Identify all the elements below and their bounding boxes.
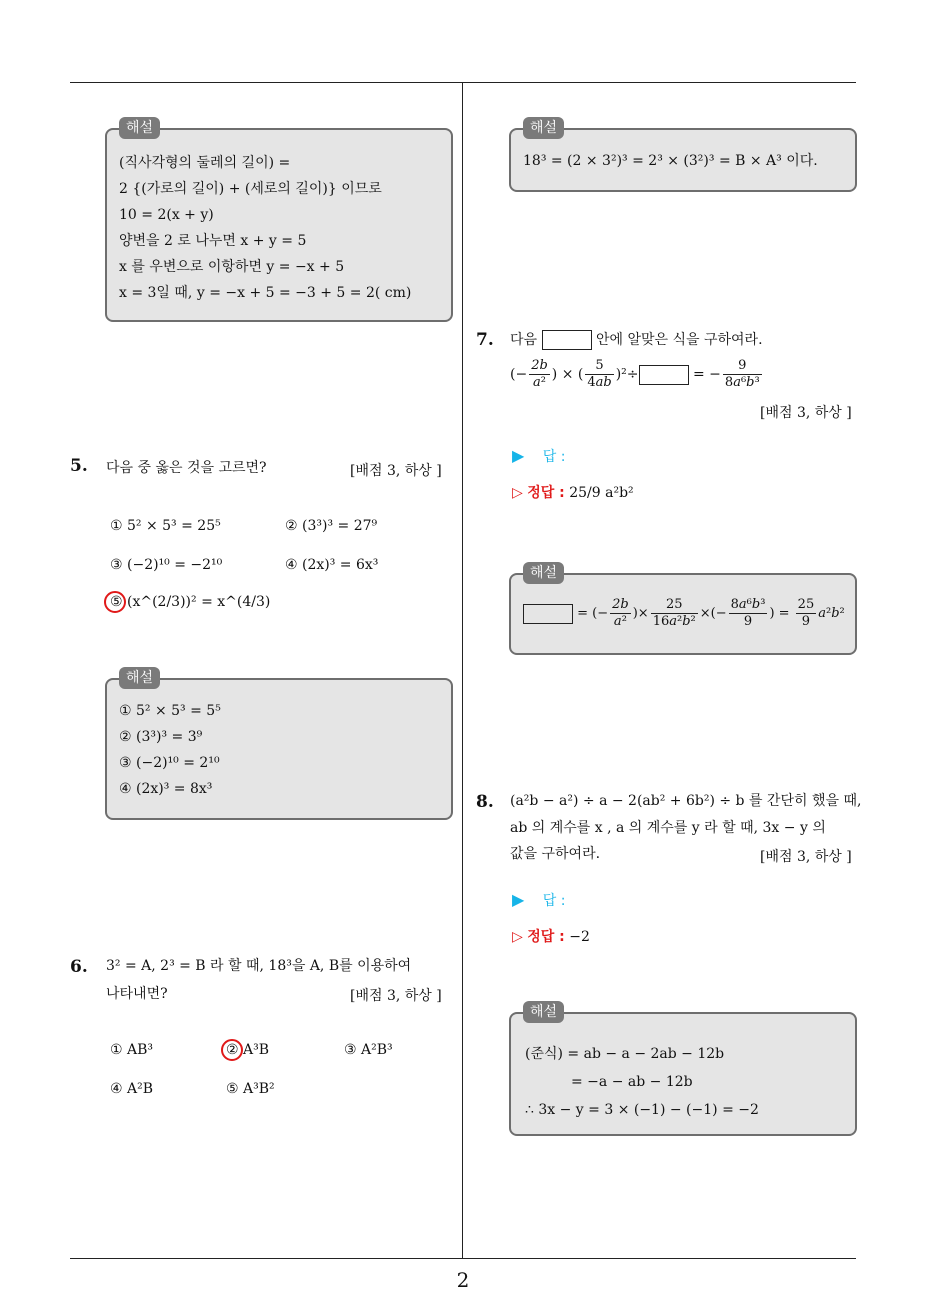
solution-line: (준식) = ab − a − 2ab − 12b [525,1046,725,1062]
question-number-5: 5. [70,456,88,476]
solution-line: 2 {(가로의 길이) + (세로의 길이)} 이므로 [119,181,382,197]
option-1[interactable]: ① AB³ [110,1042,154,1058]
question-text-6-line2: 나타내면? [106,986,168,1002]
question-text-7-b: 안에 알맞은 식을 구하여라. [595,332,763,348]
solution-line: x = 3일 때, y = −x + 5 = −3 + 5 = 2( cm) [119,285,412,301]
question-text-8-line2: ab 의 계수를 x , a 의 계수를 y 라 할 때, 3x − y 의 [510,820,826,836]
solution-box-4 [105,120,453,322]
option-4[interactable]: ④ A²B [110,1081,154,1097]
option-3[interactable]: ③ A²B³ [344,1042,393,1058]
solution-line: 18³ = (2 × 3²)³ = 2³ × (3²)³ = B × A³ 이다. [523,153,818,169]
solution-line: ① 5² × 5³ = 5⁵ [119,703,221,719]
play-icon: ▶ [512,890,525,909]
solution-expression: = (− $\frac{2b}{\text{a²}}$ )× $\frac{25}{\text{16a²b²}}$ ×(− $\frac{\text{8a⁶b³}}{9}$ ) = $\frac{25}{9}$ a²b² [523,597,845,630]
question-expression-7: (− $\frac{2b}{\text{a²}}$ ) × ( $\frac{5}{4ab}$ )²÷ = − $\frac{9}{\text{8a⁶b³}}$ [510,358,760,390]
question-meta-7: [배점 3, 하상 ] [760,405,852,421]
question-meta-8: [배점 3, 하상 ] [760,849,852,865]
correct-value: 25/9 a²b² [569,485,634,501]
option-2[interactable]: ② (3³)³ = 27⁹ [285,518,378,534]
answer-row-8 [512,890,565,910]
question-text-6: 3² = A, 2³ = B 라 할 때, 18³을 A, B를 이용하여 [106,958,412,974]
option-5[interactable]: ⑤ (x^(2/3))² = x^(4/3) [110,594,271,610]
answer-label: 답 : [542,893,566,909]
solution-line: ④ (2x)³ = 8x³ [119,781,213,797]
solution-box-5 [105,670,453,820]
question-text-8-line3: 값을 구하여라. [510,846,601,862]
correct-label: 정답 : [527,929,565,945]
solution-line: (직사각형의 둘레의 길이) = [119,155,291,171]
question-meta-6: [배점 3, 하상 ] [350,988,442,1004]
question-text-8-line1: (a²b − a²) ÷ a − 2(ab² + 6b²) ÷ b 를 간단히 했을 때, [510,793,862,809]
option-5[interactable]: ⑤ A³B² [226,1081,275,1097]
top-rule [70,82,856,83]
solution-line: = −a − ab − 12b [571,1074,693,1090]
bottom-rule [70,1258,856,1259]
solution-line: ∴ 3x − y = 3 × (−1) − (−1) = −2 [525,1102,759,1118]
correct-answer-row-7 [512,482,634,502]
blank-box [542,330,592,350]
solution-box-8 [509,1004,857,1136]
question-text-7-a: 다음 [510,332,538,348]
solution-line: x 를 우변으로 이항하면 y = −x + 5 [119,259,345,275]
column-divider [462,82,463,1259]
solution-tag: 해설 [119,667,160,689]
answer-label: 답 : [542,449,566,465]
solution-box-6 [509,120,857,192]
correct-value: −2 [569,929,590,945]
question-number-7: 7. [476,330,494,350]
solution-tag: 해설 [119,117,160,139]
correct-label: 정답 : [527,485,565,501]
selected-answer-mark [221,1039,243,1061]
question-number-8: 8. [476,792,494,812]
question-meta-5: [배점 3, 하상 ] [350,463,442,479]
option-4[interactable]: ④ (2x)³ = 6x³ [285,557,379,573]
triangle-outline-icon: ▷ [512,929,523,945]
solution-line: 양변을 2 로 나누면 x + y = 5 [119,233,307,249]
question-text-7 [510,326,763,354]
correct-answer-row-8 [512,926,590,946]
page-number: 2 [456,1268,470,1292]
selected-answer-mark [104,591,126,613]
solution-tag: 해설 [523,117,564,139]
triangle-outline-icon: ▷ [512,485,523,501]
answer-row-7 [512,446,565,466]
solution-tag: 해설 [523,562,564,584]
option-2[interactable]: ② A³B [226,1042,270,1058]
option-3[interactable]: ③ (−2)¹⁰ = −2¹⁰ [110,557,223,573]
solution-line: 10 = 2(x + y) [119,207,214,223]
solution-tag: 해설 [523,1001,564,1023]
solution-line: ② (3³)³ = 3⁹ [119,729,203,745]
question-text-5: 다음 중 옳은 것을 고르면? [106,460,267,476]
solution-box-7 [509,565,857,655]
play-icon: ▶ [512,446,525,465]
solution-line: ③ (−2)¹⁰ = 2¹⁰ [119,755,220,771]
question-number-6: 6. [70,957,88,977]
option-1[interactable]: ① 5² × 5³ = 25⁵ [110,518,221,534]
